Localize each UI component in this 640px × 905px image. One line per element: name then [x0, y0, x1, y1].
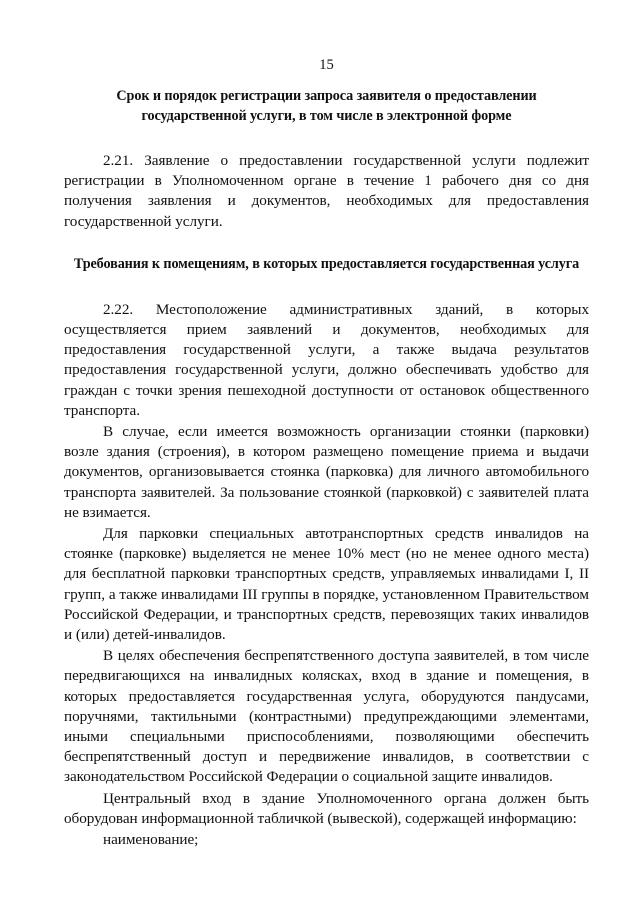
paragraph-central-entrance: Центральный вход в здание Уполномоченного органа должен быть оборудован информационной табличкой (вывеской), содержащей информацию:: [64, 789, 589, 827]
paragraph-2-22: 2.22. Местоположение административных зданий, в которых осуществляется прием заявлений и документов, необходимых для предоставления государственной услуги, а также выдача результатов предоставления государственной услуги, должно обеспечивать удобство для граждан с точки зрения пешеходной доступности от остановок общественного транспорта.: [64, 300, 589, 419]
page-number: 15: [319, 57, 334, 73]
section-heading-premises: Требования к помещениям, в которых предоставляется государственная услуга: [73, 255, 580, 272]
section-heading-registration: Срок и порядок регистрации запроса заявителя о предоставлении государственной услуги, в том числе в электронной форме: [116, 88, 537, 124]
paragraph-2-21: 2.21. Заявление о предоставлении государственной услуги подлежит регистрации в Уполномоченном органе в течение 1 рабочего дня со дня получения заявления и документов, необходимых для предоставления государственной услуги.: [64, 152, 589, 230]
paragraph-parking: В случае, если имеется возможность организации стоянки (парковки) возле здания (строения), в котором размещено помещение приема и выдачи документов, организовывается стоянка (парковка) для личного автомобильного транспорта заявителей. За пользование стоянкой (парковкой) с заявителей плата не взимается.: [64, 423, 589, 521]
paragraph-list-item-name: наименование;: [103, 831, 199, 849]
paragraph-disabled-parking: Для парковки специальных автотранспортных средств инвалидов на стоянке (парковке) выделяется не менее 10% мест (но не менее одного места) для бесплатной парковки транспортных средств, управляемых инвалидами I, II групп, а также инвалидами III группы в порядке, установленном Правительством Российской Федерации, и транспортных средств, перевозящих таких инвалидов и (или) детей-инвалидов.: [64, 525, 589, 644]
paragraph-accessibility: В целях обеспечения беспрепятственного доступа заявителей, в том числе передвигающихся на инвалидных колясках, вход в здание и помещения, в которых предоставляется государственная услуга, оборудуются пандусами, поручнями, тактильными (контрастными) предупреждающими элементами, иными специальными приспособлениями, позволяющими обеспечить беспрепятственный доступ и передвижение инвалидов, в соответствии с законодательством Российской Федерации о социальной защите инвалидов.: [64, 647, 589, 786]
document-page: [64, 56, 589, 850]
